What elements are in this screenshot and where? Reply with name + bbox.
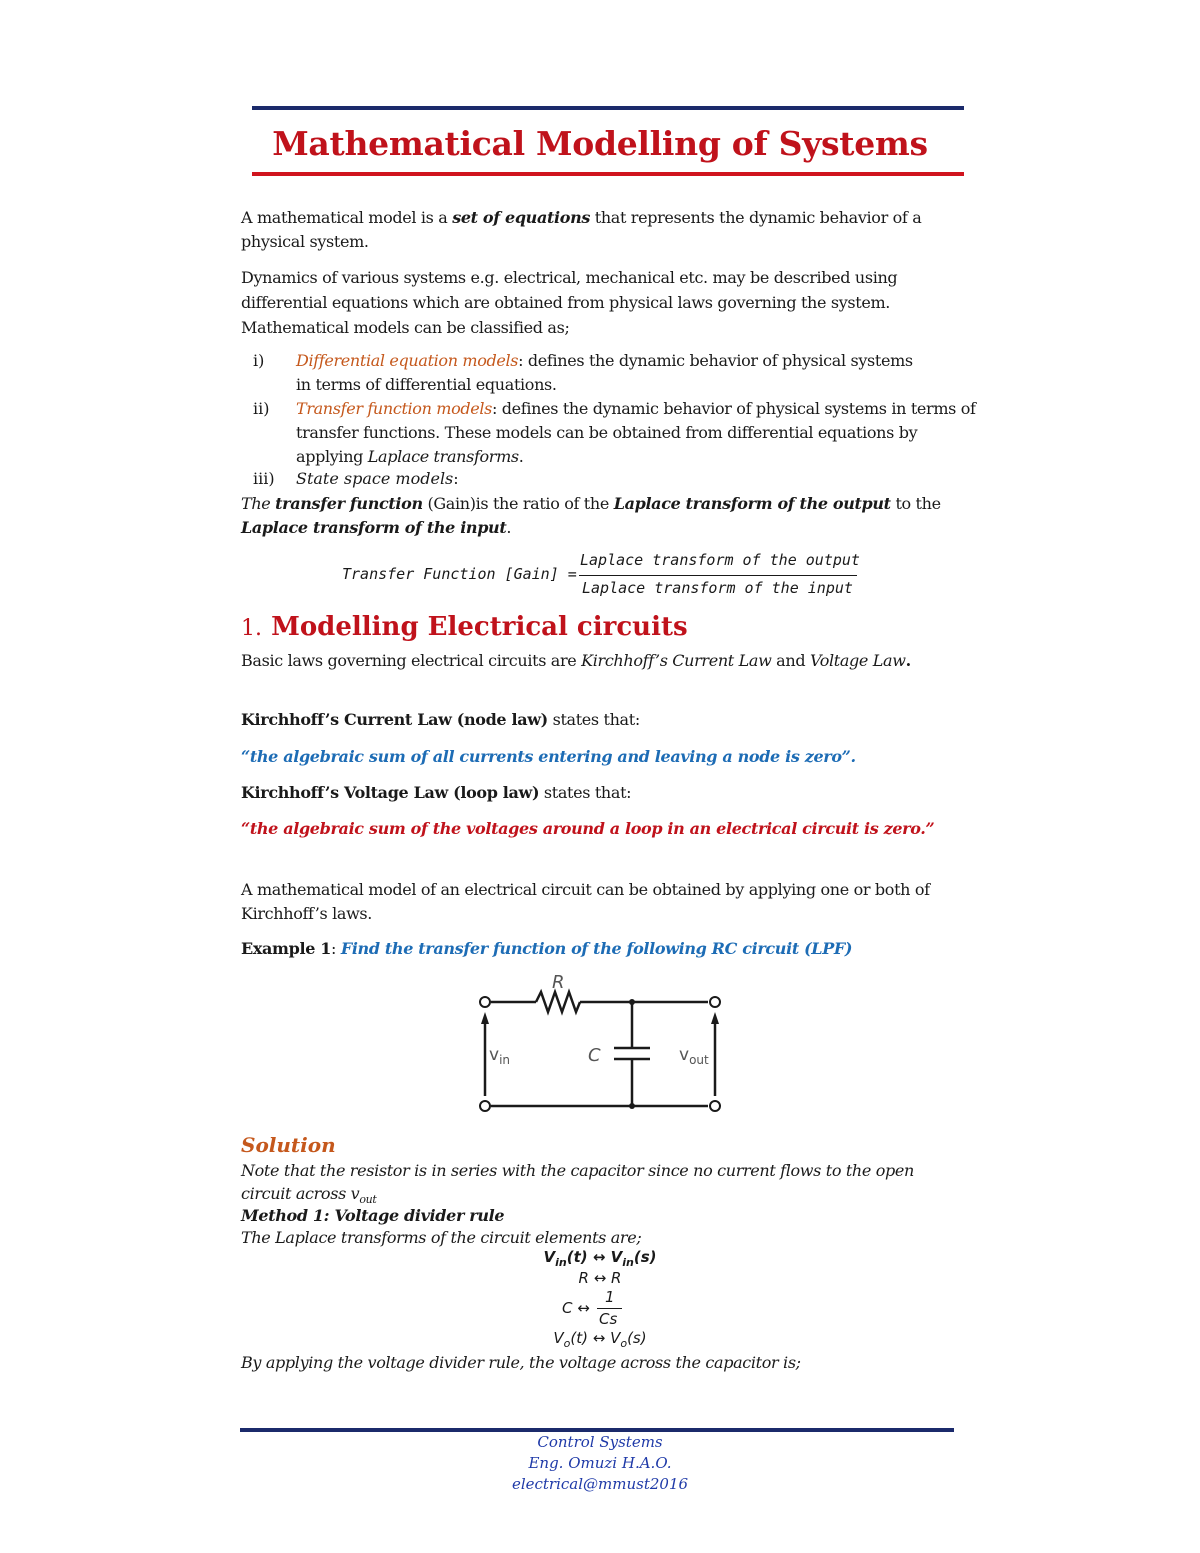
basic-laws-text: Basic laws governing electrical circuits are Kirchhoff’s Current Law and Voltage Law. bbox=[241, 651, 911, 670]
footer-email: electrical@mmust2016 bbox=[511, 1475, 689, 1493]
terminal-out-bottom bbox=[710, 1101, 720, 1111]
capacitor-label: C bbox=[588, 1045, 601, 1066]
section-heading: 1. Modelling Electrical circuits bbox=[241, 612, 688, 642]
tf-formula-numerator: Laplace transform of the output bbox=[580, 551, 860, 569]
list-item-differential: Differential equation models: defines the dynamic behavior of physical systems in terms of differential equations. bbox=[296, 351, 913, 394]
tf-definition: The transfer function (Gain)is the ratio of the Laplace transform of the output to the Laplace transform of the input. bbox=[241, 494, 941, 537]
model-paragraph: A mathematical model of an electrical circuit can be obtained by applying one or both of Kirchhoff’s laws. bbox=[241, 880, 930, 923]
vout-label: $v_{out}$ bbox=[679, 1045, 709, 1067]
eq-resistor: R ↔ R bbox=[578, 1269, 622, 1287]
tf-formula-fraction-line bbox=[579, 575, 857, 576]
terminal-in-bottom bbox=[480, 1101, 490, 1111]
vin-label: $v_{in}$ bbox=[489, 1045, 511, 1067]
resistor-label: R bbox=[552, 972, 565, 993]
list-num-1: i) bbox=[253, 351, 265, 370]
page-title: Mathematical Modelling of Systems bbox=[272, 124, 928, 163]
intro-paragraph-2: Dynamics of various systems e.g. electrical, mechanical etc. may be described using differential equations which are obtained from physical laws governing the system. Mathematical models can be classified as; bbox=[241, 268, 898, 337]
list-item-transfer: Transfer function models: defines the dynamic behavior of physical systems in terms of transfer functions. These models can be obtained from differential equations by applying Laplace transforms. bbox=[296, 399, 976, 466]
method-heading: Method 1: Voltage divider rule bbox=[241, 1206, 505, 1225]
kvl-quote: “the algebraic sum of the voltages around a loop in an electrical circuit is zero.” bbox=[241, 819, 935, 838]
kcl-heading: Kirchhoff’s Current Law (node law) states that: bbox=[241, 710, 640, 729]
divider-text: By applying the voltage divider rule, the voltage across the capacitor is; bbox=[241, 1353, 801, 1372]
footer-course: Control Systems bbox=[537, 1433, 663, 1451]
transforms-intro: The Laplace transforms of the circuit elements are; bbox=[241, 1228, 642, 1247]
solution-note: Note that the resistor is in series with the capacitor since no current flows to the open circuit across $v_{out}$ bbox=[241, 1161, 914, 1207]
header-top-rule bbox=[252, 106, 964, 110]
rc-circuit-diagram bbox=[470, 968, 740, 1118]
solution-heading: Solution bbox=[241, 1133, 336, 1157]
list-num-3: iii) bbox=[253, 469, 275, 488]
list-num-2: ii) bbox=[253, 399, 270, 418]
list-item-state-space: State space models: bbox=[296, 469, 459, 488]
kcl-quote: “the algebraic sum of all currents entering and leaving a node is zero”. bbox=[241, 747, 856, 766]
resistor-symbol bbox=[536, 992, 580, 1012]
tf-formula-lhs: Transfer Function [Gain] = bbox=[342, 565, 577, 583]
footer-author: Eng. Omuzi H.A.O. bbox=[528, 1454, 672, 1472]
tf-formula-denominator: Laplace transform of the input bbox=[582, 579, 853, 597]
terminal-out-top bbox=[710, 997, 720, 1007]
kvl-heading: Kirchhoff’s Voltage Law (loop law) states that: bbox=[241, 783, 632, 802]
eq-vo: $V_o(t)$ ↔ $V_o(s)$ bbox=[553, 1329, 647, 1350]
example-heading: Example 1: Find the transfer function of the following RC circuit (LPF) bbox=[241, 939, 853, 958]
terminal-in-top bbox=[480, 997, 490, 1007]
header-bottom-rule bbox=[252, 172, 964, 176]
eq-vin: $V_{in}(t)$ ↔ $V_{in}(s)$ bbox=[543, 1248, 657, 1269]
intro-paragraph-1: A mathematical model is a set of equations that represents the dynamic behavior of a physical system. bbox=[241, 208, 922, 251]
